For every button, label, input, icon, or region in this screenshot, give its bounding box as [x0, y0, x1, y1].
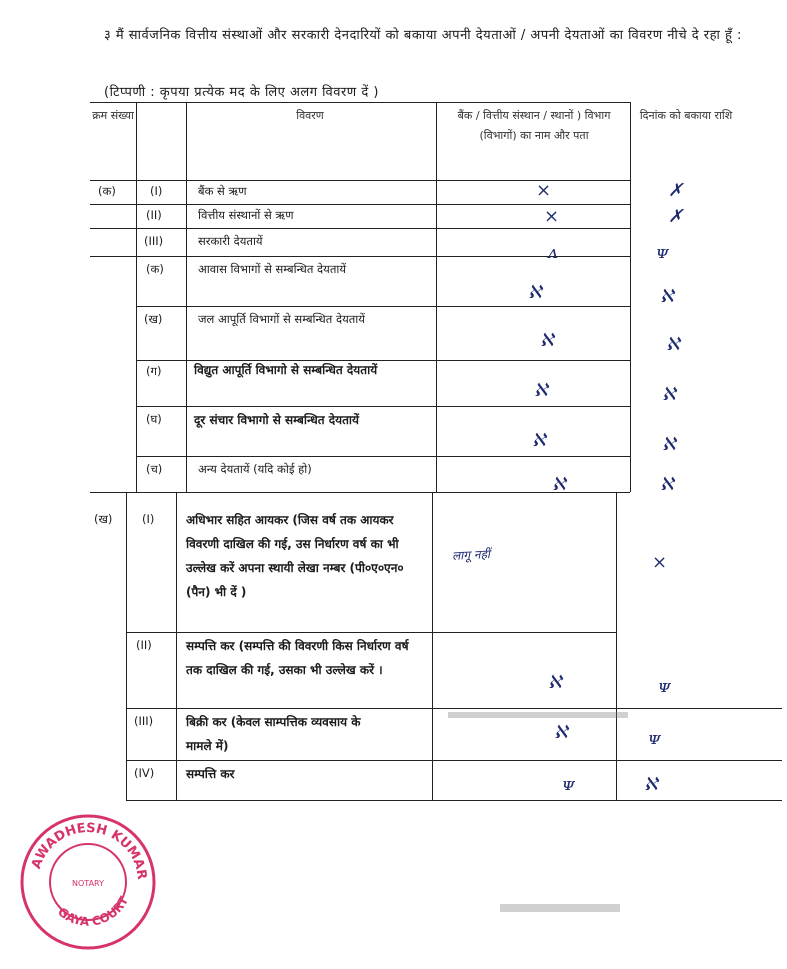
- intro-text: ३ मैं सार्वजनिक वित्तीय संस्थाओं और सरकारी देनदारियों को बकाया अपनी देयताओं / अपनी देयताओं का विवरण नीचे दे रहा हूँ :: [104, 28, 742, 43]
- group-kha: (ख): [94, 512, 113, 526]
- row-11-amount-mark: ᴪ: [648, 728, 661, 749]
- row-4-sub: (क): [146, 262, 164, 276]
- row-10-sub: (II): [136, 638, 152, 652]
- row-5-amount-mark: ℵ: [666, 334, 680, 355]
- row-7-sub: (घ): [146, 412, 162, 426]
- row-1-bank-mark: ×: [536, 180, 552, 201]
- row-12-bank-mark: ᴪ: [562, 774, 575, 795]
- row-3-text: सरकारी देयतायें: [198, 234, 263, 248]
- smudge-1: [448, 712, 628, 718]
- row-1-text: बैंक से ऋण: [198, 184, 247, 198]
- row-3-amount-mark: ᴪ: [656, 242, 669, 263]
- row-6-bank-mark: ℵ: [534, 380, 548, 401]
- header-serial: क्रम संख्या: [92, 109, 134, 122]
- row-5-bank-mark: ℵ: [540, 330, 554, 351]
- row-12-amount-mark: ℵ: [644, 774, 658, 795]
- row-3-bank-mark: ᴧ: [548, 242, 559, 263]
- row-11-sub: (III): [134, 714, 154, 728]
- header-description: विवरण: [296, 109, 324, 122]
- row-8-sub: (च): [146, 462, 163, 476]
- row-11-text: बिक्री कर (केवल साम्पत्तिक व्यवसाय के मामले में): [186, 715, 361, 753]
- row-10-bank-mark: ℵ: [548, 672, 562, 693]
- row-7-text: दूर संचार विभागो से सम्बन्धित देयतायें: [194, 413, 359, 427]
- row-12-text: सम्पत्ति कर: [186, 767, 235, 781]
- note-text: (टिप्पणी : कृपया प्रत्येक मद के लिए अलग विवरण दें ): [104, 85, 379, 100]
- row-11-bank-mark: ℵ: [554, 722, 568, 743]
- row-5-text: जल आपूर्ति विभागों से सम्बन्धित देयतायें: [198, 312, 365, 326]
- stamp-top-text: AWADHESH KUMAR: [29, 820, 150, 881]
- row-5-sub: (ख): [144, 312, 163, 326]
- row-8-amount-mark: ℵ: [660, 474, 674, 495]
- smudge-2: [500, 904, 620, 912]
- row-9-sub: (I): [142, 512, 155, 526]
- row-7-bank-mark: ℵ: [532, 430, 546, 451]
- row-2-bank-mark: ×: [544, 206, 560, 227]
- stamp-bottom-text: GAYA COURT: [55, 894, 132, 929]
- row-3-sub: (III): [144, 234, 164, 248]
- row-4-bank-mark: ℵ: [528, 282, 542, 303]
- row-10-amount-mark: ᴪ: [658, 676, 671, 697]
- row-6-sub: (ग): [146, 364, 162, 378]
- header-bank: बैंक / वित्तीय संस्थान / स्थानों ) विभाग (विभागों) का नाम और पता: [457, 109, 611, 142]
- row-6-text: विद्युत आपूर्ति विभागो से सम्बन्धित देयतायें: [194, 363, 378, 377]
- row-9-text: अधिभार सहित आयकर (जिस वर्ष तक आयकर विवरणी दाखिल की गई, उस निर्धारण वर्ष का भी उल्लेख करें अपना स्थायी लेखा नम्बर (पी०ए०एन० (पैन) भी दें ): [186, 513, 404, 599]
- row-2-amount-mark: ✗: [668, 206, 684, 227]
- row-9-amount-mark: ×: [652, 552, 668, 573]
- group-ka: (क): [98, 184, 116, 198]
- row-7-amount-mark: ℵ: [662, 434, 676, 455]
- notary-stamp: [18, 812, 158, 952]
- row-4-text: आवास विभागों से सम्बन्धित देयतायें: [198, 262, 347, 276]
- row-2-sub: (II): [146, 208, 162, 222]
- row-1-sub: (I): [150, 184, 163, 198]
- header-date-amount: दिनांक को बकाया राशि: [639, 109, 733, 122]
- row-2-text: वित्तीय संस्थानों से ऋण: [198, 208, 294, 222]
- row-1-amount-mark: ✗: [668, 180, 684, 201]
- row-8-bank-mark: ℵ: [552, 474, 566, 495]
- row-12-sub: (IV): [134, 766, 155, 780]
- row-8-text: अन्य देयतायें (यदि कोई हो): [198, 462, 312, 476]
- handwritten-note: लागू नहीं: [451, 547, 491, 563]
- row-4-amount-mark: ℵ: [660, 286, 674, 307]
- row-10-text: सम्पत्ति कर (सम्पत्ति की विवरणी किस निर्धारण वर्ष तक दाखिल की गई, उसका भी उल्लेख करें ।: [186, 639, 409, 677]
- stamp-center-text: NOTARY: [72, 879, 104, 888]
- row-6-amount-mark: ℵ: [662, 384, 676, 405]
